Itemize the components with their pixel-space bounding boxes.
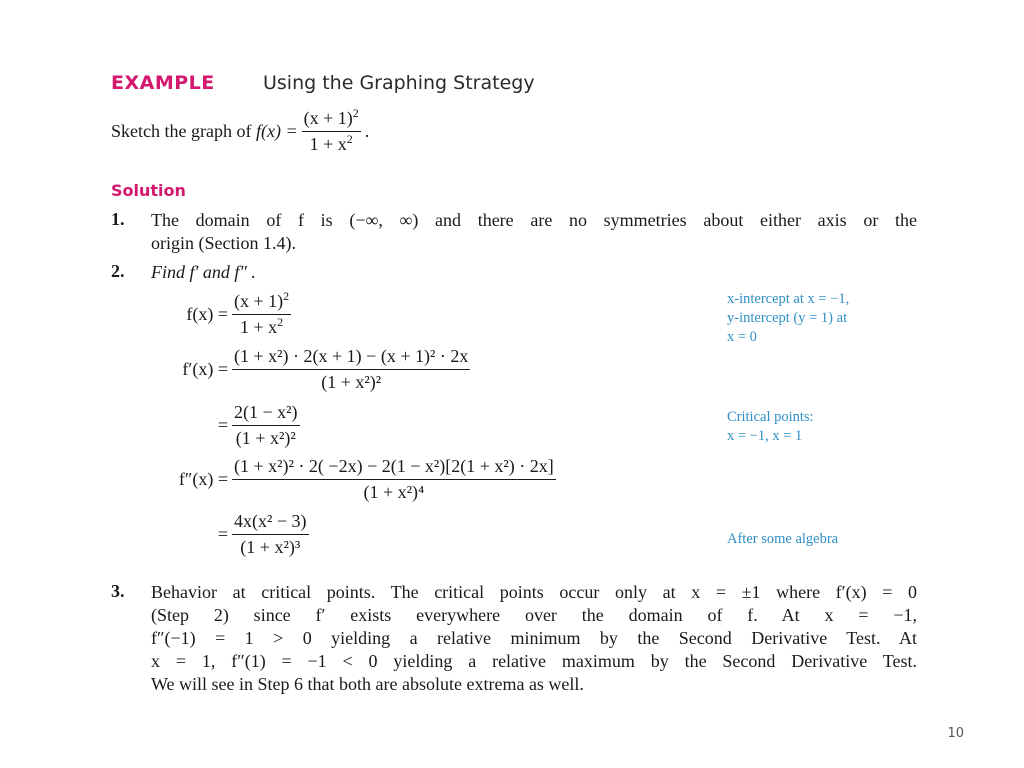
equation-f-double-prime-lhs: f″(x) =	[178, 469, 228, 489]
example-title: Using the Graphing Strategy	[263, 72, 535, 94]
equation-f-double-prime-simplified: = $\frac{\text{4x(x² − 3)}}{\text{(1 + x²)³}}$	[217, 511, 307, 557]
step-1-line2: origin (Section 1.4).	[151, 233, 296, 253]
example-label: EXAMPLE	[111, 72, 215, 94]
equation-f-prime-simplified: = $\frac{\text{2(1 − x²)}}{\text{(1 + x²)²}}$	[217, 402, 298, 448]
step-3-line1: Behavior at critical points. The critical points occur only at x = ±1 where f′(x) = 0	[151, 582, 917, 602]
equation-f	[150, 291, 295, 338]
problem-fraction: $\frac{(x + 1)^2}{1 + x^2}$	[303, 106, 359, 154]
note-intercepts: x-intercept at x = −1, y-intercept (y = 1) at x = 0	[727, 291, 850, 345]
step-3-line3: f″(−1) = 1 > 0 yielding a relative minimum by the Second Derivative Test. At	[151, 628, 917, 648]
problem-statement: Sketch the graph of f(x) = $\frac{(x + 1)^2}{1 + x^2}$ .	[111, 106, 370, 154]
equation-f-prime	[150, 346, 474, 393]
equation-f-double-prime	[150, 456, 560, 503]
step-1-number: 1.	[111, 209, 125, 229]
equation-f-lhs: f(x) =	[186, 304, 228, 324]
solution-label: Solution	[111, 181, 186, 200]
step-2-heading: Find f′ and f″ .	[151, 262, 256, 282]
equation-f-prime-simplified-fraction: $\frac{\text{2(1 − x²)}}{\text{(1 + x²)²}}$	[234, 402, 298, 448]
step-1-line1: The domain of f is (−∞, ∞) and there are no symmetries about either axis or the	[151, 210, 917, 230]
step-3-line4: x = 1, f″(1) = −1 < 0 yielding a relative maximum by the Second Derivative Test.	[151, 651, 917, 671]
note-algebra: After some algebra	[727, 531, 839, 547]
step-3-line2: (Step 2) since f′ exists everywhere over the domain of f. At x = −1,	[151, 605, 917, 625]
equation-f-prime-fraction: $\frac{\text{(1 + x²) · 2(x + 1) − (x + 1)² · 2x}}{\text{(1 + x²)²}}$	[234, 346, 469, 392]
step-3-line5: We will see in Step 6 that both are absolute extrema as well.	[151, 674, 584, 694]
equation-f-double-prime-fraction: $\frac{\text{(1 + x²)² · 2( −2x) − 2(1 − x²)[2(1 + x²) · 2x]}}{\text{(1 + x²)⁴}}$	[234, 456, 554, 502]
step-2-number: 2.	[111, 261, 125, 281]
problem-prefix: Sketch the graph of	[111, 121, 252, 141]
equation-f-fraction: $\frac{(x + 1)^2}{1 + x^2}$	[234, 289, 290, 337]
problem-fx: f(x) =	[255, 121, 298, 141]
note-critical-points: Critical points: x = −1, x = 1	[727, 409, 814, 444]
equation-f-prime-lhs: f′(x) =	[182, 359, 228, 379]
equation-f-double-prime-simplified-fraction: $\frac{\text{4x(x² − 3)}}{\text{(1 + x²)³}}$	[234, 511, 307, 557]
page-number: 10	[947, 726, 964, 741]
step-3-number: 3.	[111, 581, 125, 601]
